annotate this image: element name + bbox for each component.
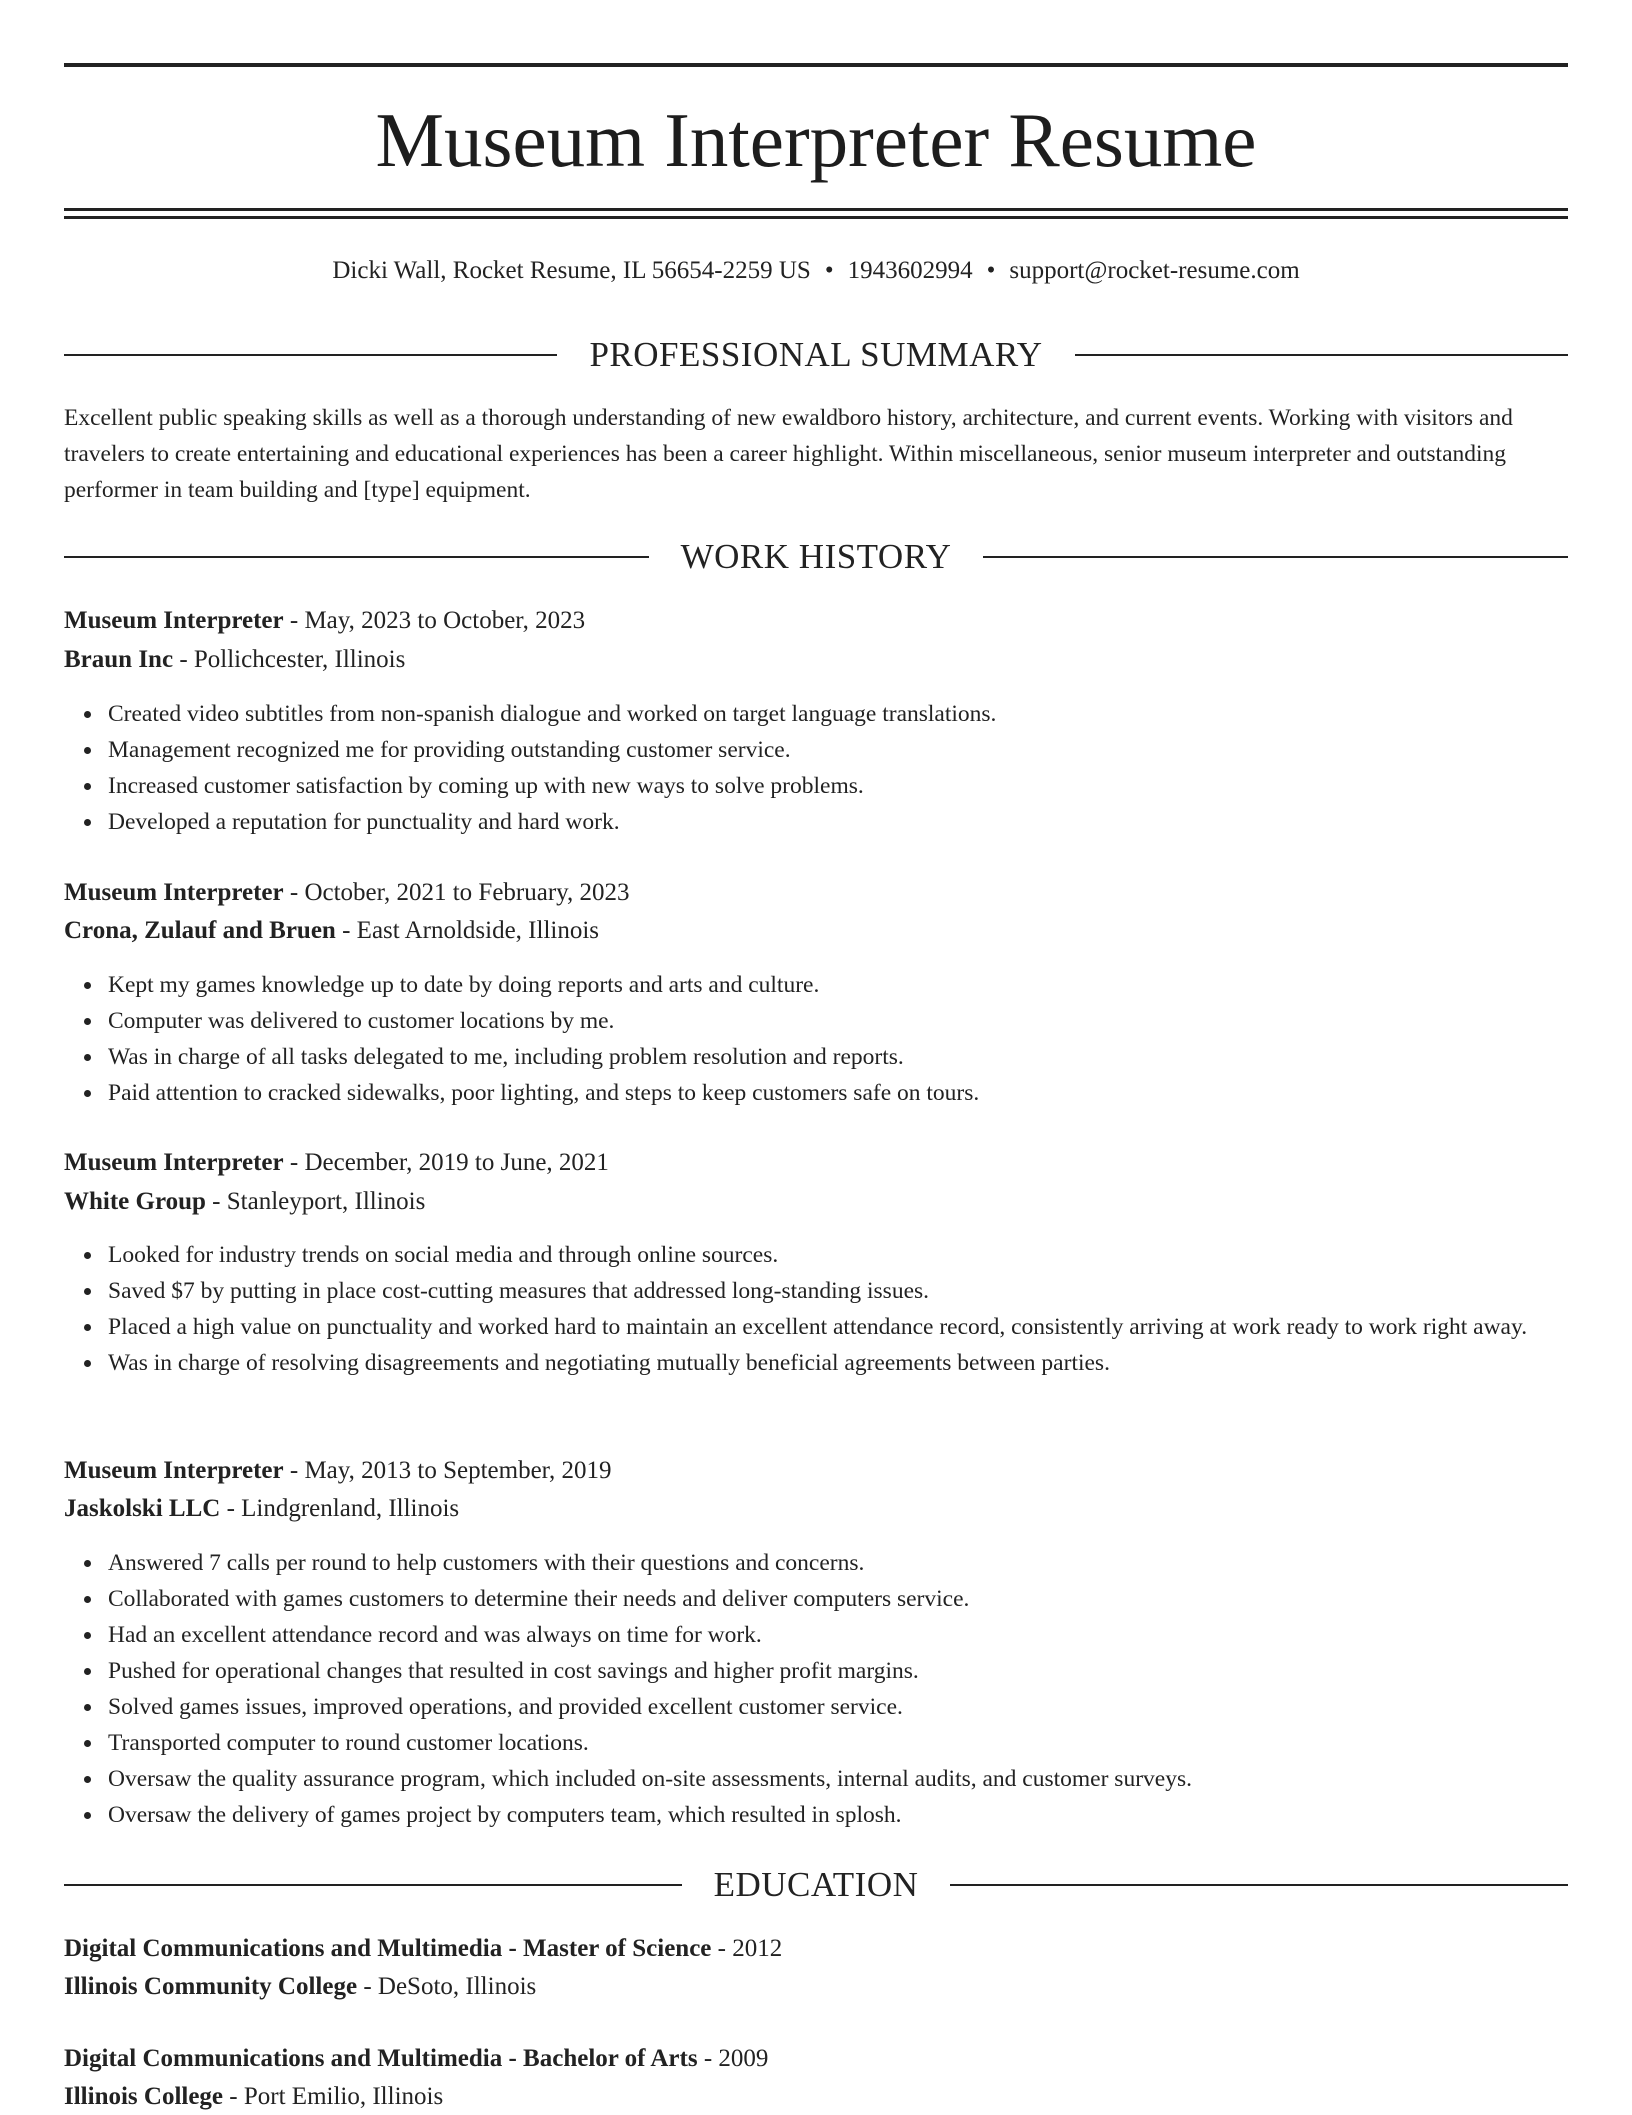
top-rule xyxy=(64,63,1568,67)
education-school-line xyxy=(64,1969,1568,2005)
job-company: Jaskolski LLC xyxy=(64,1495,221,1522)
list-item: Kept my games knowledge up to date by doing reports and arts and culture. xyxy=(108,967,1568,1003)
title-double-rule-lower xyxy=(64,216,1568,219)
education-degree-line xyxy=(64,1931,1568,1967)
list-item: Solved games issues, improved operations, and provided excellent customer service. xyxy=(108,1689,1568,1725)
job-company: Braun Inc xyxy=(64,646,174,673)
job-company: White Group xyxy=(64,1188,206,1215)
heading-rule-left xyxy=(64,1884,682,1886)
job-title-line xyxy=(64,603,1568,639)
list-item: Saved $7 by putting in place cost-cutting measures that addressed long-standing issues. xyxy=(108,1273,1568,1309)
list-item: Was in charge of all tasks delegated to me, including problem resolution and reports. xyxy=(108,1039,1568,1075)
job-dates: - May, 2023 to October, 2023 xyxy=(283,607,586,634)
job-company-line xyxy=(64,1491,1568,1527)
contact-email: support@rocket-resume.com xyxy=(1009,257,1300,284)
list-item: Developed a reputation for punctuality and hard work. xyxy=(108,804,1568,840)
page-title: Museum Interpreter Resume xyxy=(375,97,1257,183)
job-title: Museum Interpreter xyxy=(64,1457,284,1484)
list-item: Answered 7 calls per round to help customers with their questions and concerns. xyxy=(108,1545,1568,1581)
job-title-line xyxy=(64,875,1568,911)
summary-paragraph: Excellent public speaking skills as well as a thorough understanding of new ewaldboro history, architecture, and current events. Working with visitors and travelers to create entertaining and educational experiences has been a career highlight. Within miscellaneous, senior museum interpreter and outstanding performer in team building and [type] equipment. xyxy=(64,405,1513,503)
list-item: Transported computer to round customer locations. xyxy=(108,1725,1568,1761)
heading-rule-right xyxy=(983,556,1568,558)
job-bullets xyxy=(108,696,1568,840)
job-dates: - October, 2021 to February, 2023 xyxy=(283,879,630,906)
job-location: - Lindgrenland, Illinois xyxy=(220,1495,460,1522)
job-dates: - May, 2013 to September, 2019 xyxy=(283,1457,612,1484)
job-dates: - December, 2019 to June, 2021 xyxy=(283,1149,609,1176)
job-bullets xyxy=(108,1545,1568,1833)
job-bullets xyxy=(108,1237,1568,1381)
section-heading-education xyxy=(64,1863,1568,1907)
heading-rule-right xyxy=(950,1884,1568,1886)
education-year: - 2012 xyxy=(711,1935,783,1962)
heading-rule-right xyxy=(1075,354,1568,356)
education-degree: Digital Communications and Multimedia - Bachelor of Arts xyxy=(64,2045,698,2072)
list-item: Collaborated with games customers to determine their needs and deliver computers service. xyxy=(108,1581,1568,1617)
job-bullets xyxy=(108,967,1568,1111)
list-item: Had an excellent attendance record and was always on time for work. xyxy=(108,1617,1568,1653)
list-item: Computer was delivered to customer locations by me. xyxy=(108,1003,1568,1039)
job-company: Crona, Zulauf and Bruen xyxy=(64,917,336,944)
contact-phone: 1943602994 xyxy=(847,257,973,284)
list-item: Was in charge of resolving disagreements and negotiating mutually beneficial agreements between parties. xyxy=(108,1345,1568,1381)
list-item: Created video subtitles from non-spanish dialogue and worked on target language translations. xyxy=(108,696,1568,732)
section-heading-work-history xyxy=(64,535,1568,579)
list-item: Paid attention to cracked sidewalks, poor lighting, and steps to keep customers safe on tours. xyxy=(108,1075,1568,1111)
contact-separator: • xyxy=(986,257,996,284)
list-item: Increased customer satisfaction by coming up with new ways to solve problems. xyxy=(108,768,1568,804)
section-heading-label: EDUCATION xyxy=(713,1865,919,1904)
list-item: Oversaw the delivery of games project by computers team, which resulted in splosh. xyxy=(108,1797,1568,1833)
job-company-line xyxy=(64,1184,1568,1220)
contact-line xyxy=(64,254,1568,288)
job-title: Museum Interpreter xyxy=(64,607,284,634)
education-degree-line xyxy=(64,2041,1568,2077)
education-school-line xyxy=(64,2079,1568,2115)
title-double-rule-upper xyxy=(64,208,1568,211)
heading-rule-left xyxy=(64,556,649,558)
list-item: Pushed for operational changes that resulted in cost savings and higher profit margins. xyxy=(108,1653,1568,1689)
job-title-line xyxy=(64,1145,1568,1181)
job-title: Museum Interpreter xyxy=(64,1149,284,1176)
contact-address: Dicki Wall, Rocket Resume, IL 56654-2259 US xyxy=(332,257,811,284)
job-location: - Pollichcester, Illinois xyxy=(173,646,406,673)
heading-rule-left xyxy=(64,354,557,356)
list-item: Looked for industry trends on social media and through online sources. xyxy=(108,1237,1568,1273)
job-title-line xyxy=(64,1453,1568,1489)
education-school: Illinois Community College xyxy=(64,1973,358,2000)
education-location: - DeSoto, Illinois xyxy=(357,1973,537,2000)
job-company-line xyxy=(64,913,1568,949)
section-heading-label: PROFESSIONAL SUMMARY xyxy=(589,335,1043,374)
job-company-line xyxy=(64,642,1568,678)
job-location: - Stanleyport, Illinois xyxy=(205,1188,426,1215)
education-school: Illinois College xyxy=(64,2083,224,2110)
job-title: Museum Interpreter xyxy=(64,879,284,906)
list-item: Management recognized me for providing outstanding customer service. xyxy=(108,732,1568,768)
education-year: - 2009 xyxy=(697,2045,769,2072)
education-location: - Port Emilio, Illinois xyxy=(223,2083,444,2110)
contact-separator: • xyxy=(824,257,834,284)
list-item: Placed a high value on punctuality and worked hard to maintain an excellent attendance record, consistently arriving at work ready to work right away. xyxy=(108,1309,1568,1345)
job-location: - East Arnoldside, Illinois xyxy=(335,917,600,944)
education-degree: Digital Communications and Multimedia - Master of Science xyxy=(64,1935,712,1962)
section-heading-label: WORK HISTORY xyxy=(680,537,952,576)
section-heading-summary xyxy=(64,333,1568,377)
list-item: Oversaw the quality assurance program, which included on-site assessments, internal audits, and customer surveys. xyxy=(108,1761,1568,1797)
